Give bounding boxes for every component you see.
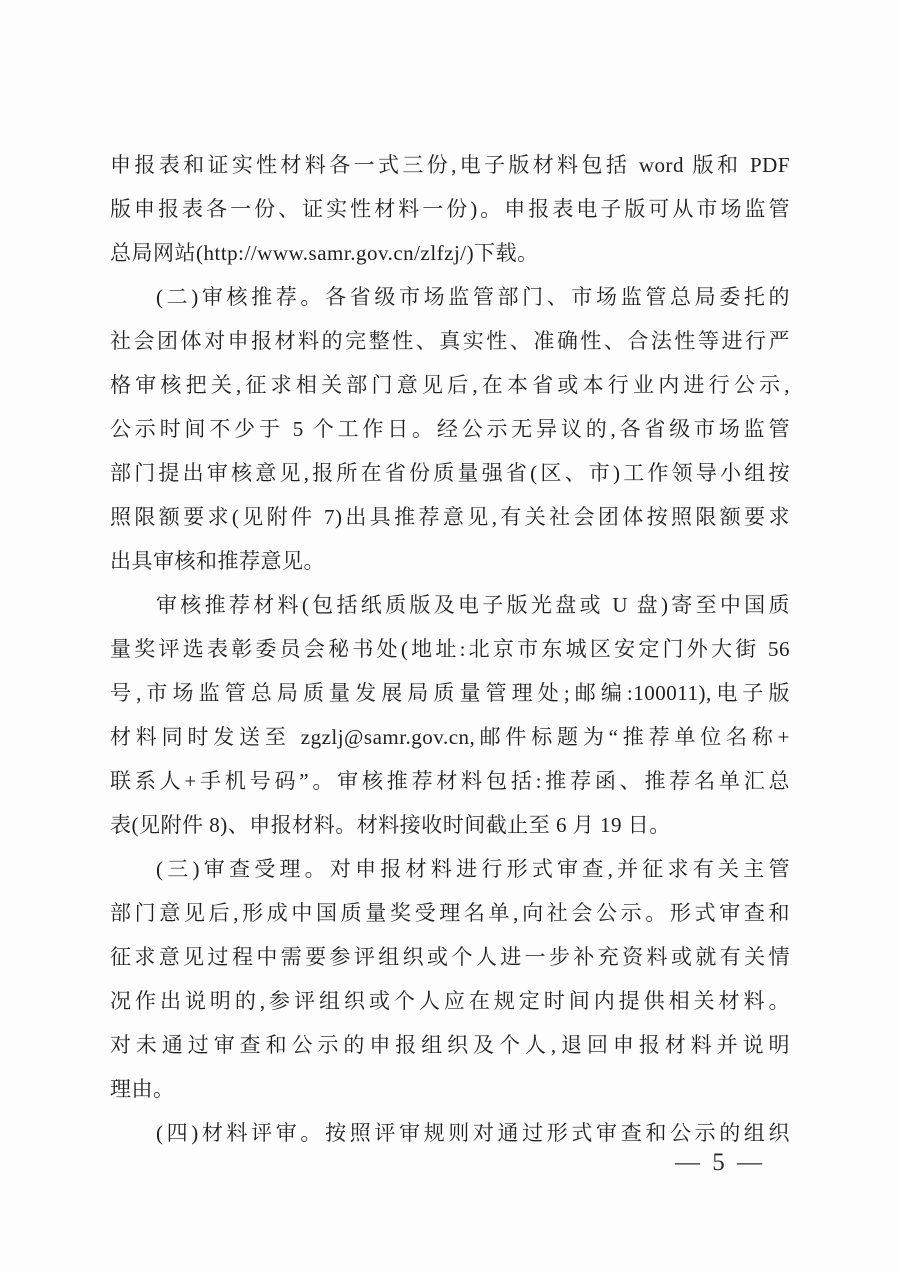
- text-line: 部门意见后,形成中国质量奖受理名单,向社会公示。形式审查和: [110, 901, 790, 925]
- text-line: 况作出说明的,参评组织或个人应在规定时间内提供相关材料。: [110, 989, 790, 1013]
- text-line: 审核推荐材料(包括纸质版及电子版光盘或 U 盘)寄至中国质: [156, 593, 790, 617]
- text-line: 版申报表各一份、证实性材料一份)。申报表电子版可从市场监管: [110, 197, 790, 221]
- text-line: (二)审核推荐。各省级市场监管部门、市场监管总局委托的: [156, 285, 790, 309]
- text-line: 理由。: [110, 1077, 175, 1101]
- text-line: 对未通过审查和公示的申报组织及个人,退回申报材料并说明: [110, 1033, 790, 1057]
- text-line: 联系人+手机号码”。审核推荐材料包括:推荐函、推荐名单汇总: [110, 769, 790, 793]
- text-line: 号,市场监管总局质量发展局质量管理处;邮编:100011),电子版: [110, 681, 790, 705]
- text-line: 材料同时发送至 zgzlj@samr.gov.cn,邮件标题为“推荐单位名称+: [110, 725, 790, 749]
- text-line: 申报表和证实性材料各一式三份,电子版材料包括 word 版和 PDF: [110, 153, 790, 177]
- text-line: 出具审核和推荐意见。: [110, 549, 325, 573]
- text-line: 格审核把关,征求相关部门意见后,在本省或本行业内进行公示,: [110, 373, 790, 397]
- text-line: 表(见附件 8)、申报材料。材料接收时间截止至 6 月 19 日。: [110, 813, 671, 837]
- text-line: 社会团体对申报材料的完整性、真实性、准确性、合法性等进行严: [110, 329, 790, 353]
- text-line: 量奖评选表彰委员会秘书处(地址:北京市东城区安定门外大街 56: [110, 637, 790, 661]
- text-line: (三)审查受理。对申报材料进行形式审查,并征求有关主管: [156, 857, 790, 881]
- text-line: 部门提出审核意见,报所在省份质量强省(区、市)工作领导小组按: [110, 461, 790, 485]
- text-line: (四)材料评审。按照评审规则对通过形式审查和公示的组织: [156, 1121, 790, 1145]
- text-line: 征求意见过程中需要参评组织或个人进一步补充资料或就有关情: [110, 945, 790, 969]
- text-line: 照限额要求(见附件 7)出具推荐意见,有关社会团体按照限额要求: [110, 505, 790, 529]
- text-line: 总局网站(http://www.samr.gov.cn/zlfzj/)下载。: [110, 241, 539, 265]
- document-body: [110, 143, 790, 1155]
- text-line: 公示时间不少于 5 个工作日。经公示无异议的,各省级市场监管: [110, 417, 790, 441]
- page-number: — 5 —: [675, 1149, 765, 1176]
